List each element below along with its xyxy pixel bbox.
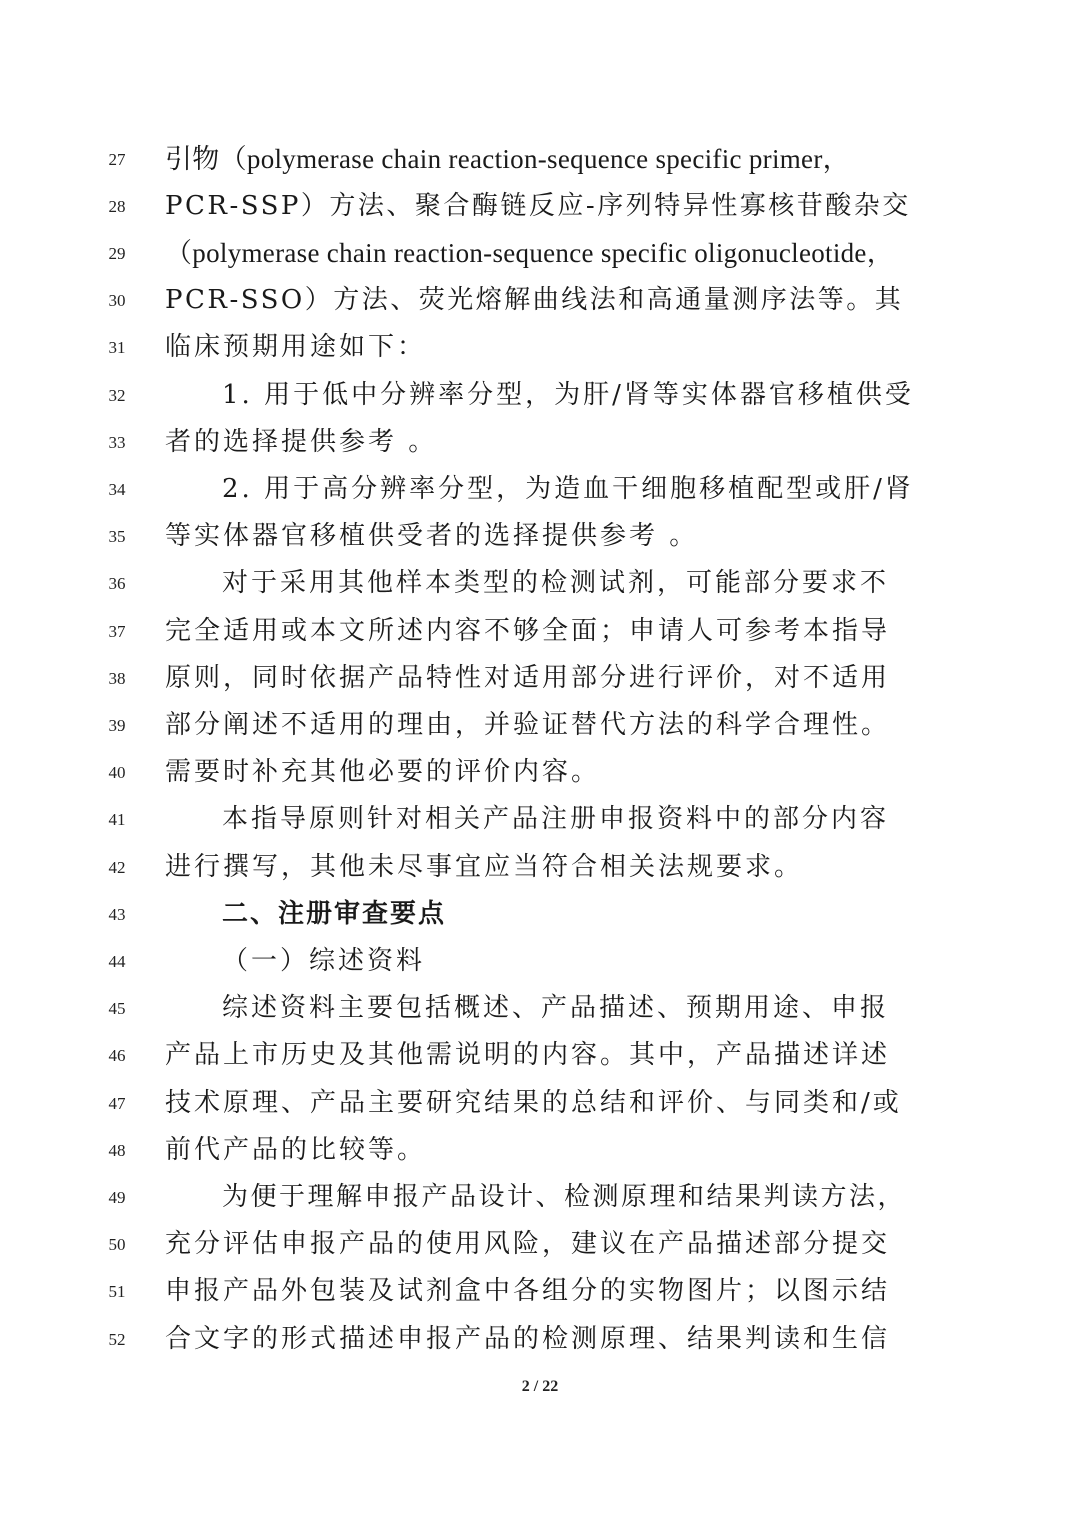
line-number: 47	[108, 1094, 126, 1113]
document-line	[0, 796, 1080, 843]
line-number: 43	[108, 905, 126, 924]
document-line	[0, 1080, 1080, 1127]
line-number: 48	[108, 1141, 126, 1160]
document-line	[0, 844, 1080, 891]
line-number: 44	[108, 952, 126, 971]
document-line	[0, 277, 1080, 324]
line-text: 产品上市历史及其他需说明的内容。其中，产品描述详述	[165, 1040, 891, 1070]
line-number: 45	[108, 999, 126, 1018]
document-line	[0, 560, 1080, 607]
document-line	[0, 985, 1080, 1032]
subsection-heading: （一）综述资料	[222, 946, 426, 976]
line-text: 1. 用于低中分辨率分型，为肝/肾等实体器官移植供受	[222, 380, 914, 410]
line-text: 临床预期用途如下：	[165, 332, 427, 362]
line-text: 技术原理、产品主要研究结果的总结和评价、与同类和/或	[165, 1088, 902, 1118]
line-text: 2. 用于高分辨率分型，为造血干细胞移植配型或肝/肾	[222, 474, 914, 504]
line-text: 进行撰写，其他未尽事宜应当符合相关法规要求。	[165, 852, 804, 882]
line-number: 30	[108, 291, 126, 310]
line-number: 38	[108, 669, 126, 688]
line-text: 申报产品外包装及试剂盒中各组分的实物图片；以图示结	[165, 1276, 891, 1306]
line-number: 34	[108, 480, 126, 499]
line-number: 36	[108, 574, 126, 593]
document-line	[0, 466, 1080, 513]
line-text: 者的选择提供参考 。	[165, 427, 438, 457]
line-number: 31	[108, 338, 126, 357]
section-heading: 二、注册审查要点	[222, 899, 447, 929]
line-text: PCR-SSO）方法、荧光熔解曲线法和高通量测序法等。其	[165, 285, 904, 315]
line-text: 为便于理解申报产品设计、检测原理和结果判读方法，	[222, 1182, 907, 1212]
document-line	[0, 938, 1080, 985]
line-text: 引物（polymerase chain reaction-sequence specific primer，	[165, 144, 850, 174]
line-number: 39	[108, 716, 126, 735]
page-number: 2 / 22	[521, 1378, 559, 1395]
document-line	[0, 1268, 1080, 1315]
line-number: 29	[108, 244, 126, 263]
line-text: 完全适用或本文所述内容不够全面；申请人可参考本指导	[165, 616, 891, 646]
document-line	[0, 702, 1080, 749]
document-line	[0, 419, 1080, 466]
document-line	[0, 891, 1080, 938]
line-number: 37	[108, 622, 126, 641]
line-text: 充分评估申报产品的使用风险，建议在产品描述部分提交	[165, 1229, 891, 1259]
line-text: 对于采用其他样本类型的检测试剂，可能部分要求不	[222, 568, 890, 598]
line-number: 50	[108, 1235, 126, 1254]
document-line	[0, 1127, 1080, 1174]
line-number: 33	[108, 433, 126, 452]
line-text: 合文字的形式描述申报产品的检测原理、结果判读和生信	[165, 1324, 891, 1354]
line-text: 前代产品的比较等。	[165, 1135, 427, 1165]
document-line	[0, 136, 1080, 183]
line-number: 42	[108, 858, 126, 877]
document-line	[0, 1174, 1080, 1221]
line-number: 27	[108, 150, 126, 169]
line-number: 52	[108, 1330, 126, 1349]
document-line	[0, 1316, 1080, 1363]
line-number: 28	[108, 197, 126, 216]
line-text: （polymerase chain reaction-sequence specific oligonucleotide，	[165, 238, 895, 268]
document-line	[0, 230, 1080, 277]
line-number: 40	[108, 763, 126, 782]
line-text: PCR-SSP）方法、聚合酶链反应-序列特异性寡核苷酸杂交	[165, 191, 911, 221]
document-line	[0, 749, 1080, 796]
document-line	[0, 372, 1080, 419]
line-number: 46	[108, 1046, 126, 1065]
line-text: 需要时补充其他必要的评价内容。	[165, 757, 601, 787]
line-number: 51	[108, 1282, 126, 1301]
line-number: 49	[108, 1188, 126, 1207]
document-line	[0, 608, 1080, 655]
document-line	[0, 513, 1080, 560]
document-line	[0, 183, 1080, 230]
line-text: 本指导原则针对相关产品注册申报资料中的部分内容	[222, 804, 890, 834]
line-text: 综述资料主要包括概述、产品描述、预期用途、申报	[222, 993, 890, 1023]
document-line	[0, 1032, 1080, 1079]
document-line	[0, 655, 1080, 702]
line-text: 原则，同时依据产品特性对适用部分进行评价，对不适用	[165, 663, 891, 693]
line-number: 41	[108, 810, 126, 829]
document-line	[0, 1221, 1080, 1268]
document-line	[0, 324, 1080, 371]
line-text: 部分阐述不适用的理由，并验证替代方法的科学合理性。	[165, 710, 891, 740]
line-number: 32	[108, 386, 126, 405]
line-text: 等实体器官移植供受者的选择提供参考 。	[165, 521, 699, 551]
line-number: 35	[108, 527, 126, 546]
